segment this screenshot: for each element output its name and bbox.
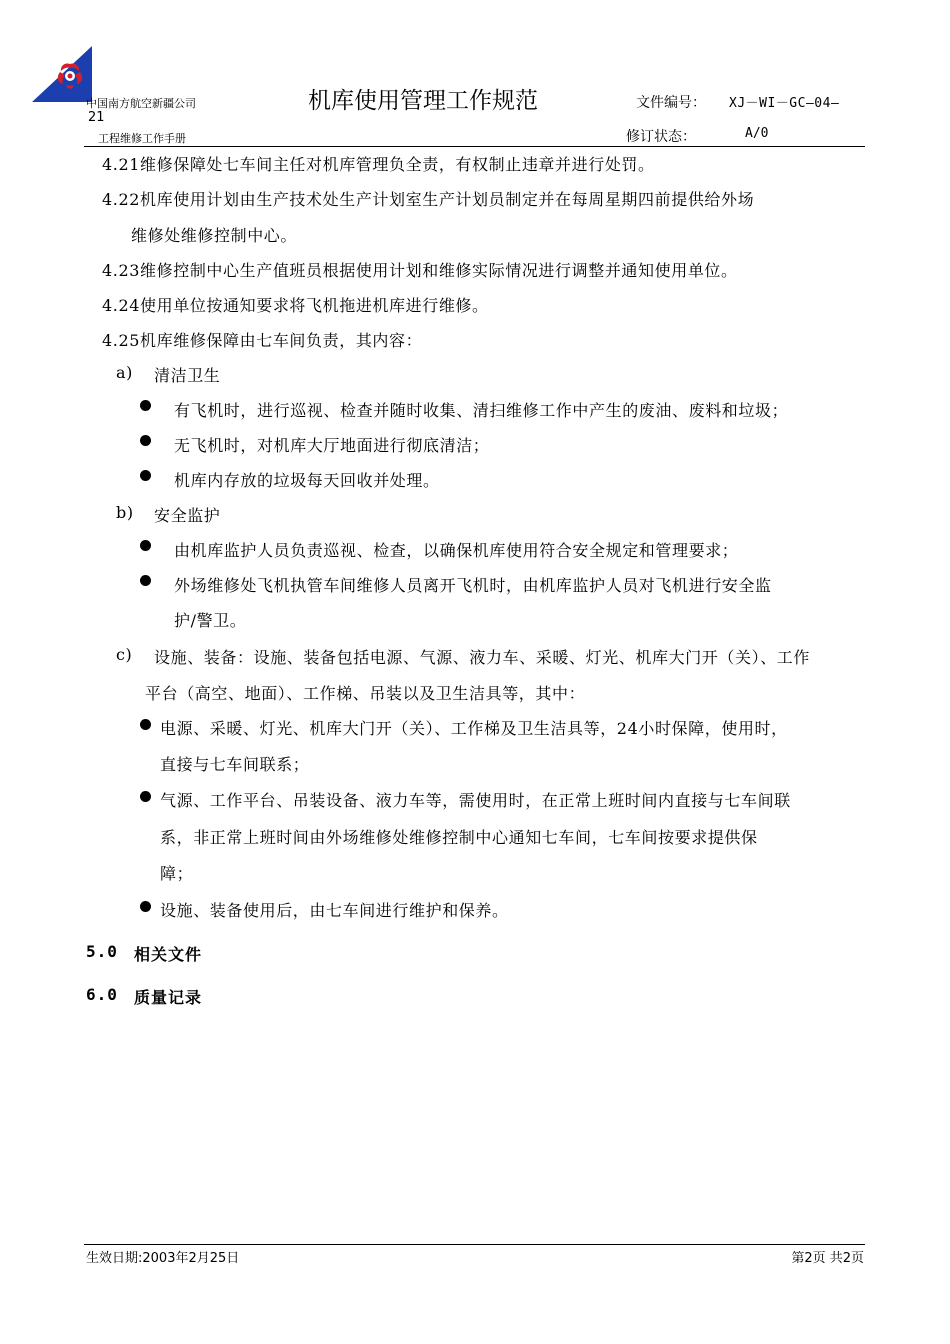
clause-4-21: 4.21维修保障处七车间主任对机库管理负全责，有权制止违章并进行处罚。 [102,155,655,174]
c-bullet-2-line3: 障； [160,864,194,883]
footer-divider [84,1244,865,1245]
item-c-line2: 平台（高空、地面）、工作梯、吊装以及卫生洁具等，其中： [145,684,586,703]
section-6-title: 质量记录 [134,988,203,1007]
b-bullet-2-line2: 护/警卫。 [174,611,247,630]
a-bullet-2: 无飞机时，对机库大厅地面进行彻底清洁； [174,436,490,455]
bullet-icon [140,791,151,802]
c-bullet-3: 设施、装备使用后，由七车间进行维护和保养。 [160,901,509,920]
section-5-title: 相关文件 [134,945,203,964]
bullet-icon [140,435,151,446]
item-c-marker: c) [116,645,133,664]
a-bullet-1: 有飞机时，进行巡视、检查并随时收集、清扫维修工作中产生的废油、废料和垃圾； [174,401,789,420]
bullet-icon [140,719,151,730]
section-5-number: 5.0 [86,942,118,961]
document-title: 机库使用管理工作规范 [308,88,538,114]
revision-value: A/0 [745,126,769,141]
doc-number-label: 文件编号： [636,95,706,111]
bullet-icon [140,470,151,481]
header-divider [84,146,865,147]
manual-name: 工程维修工作手册 [98,132,186,145]
clause-4-22-line1: 4.22机库使用计划由生产技术处生产计划室生产计划员制定并在每周星期四前提供给外场 [102,190,755,209]
clause-4-25: 4.25机库维修保障由七车间负责，其内容： [102,331,423,350]
page-number: 第2页 共2页 [791,1251,864,1266]
item-b-marker: b) [116,503,134,522]
bullet-icon [140,400,151,411]
clause-4-24: 4.24使用单位按通知要求将飞机拖进机库进行维修。 [102,296,489,315]
doc-number-wrap: 21 [88,110,105,125]
item-a-title: 清洁卫生 [154,366,221,385]
c-bullet-2-line2: 系，非正常上班时间由外场维修处维修控制中心通知七车间，七车间按要求提供保 [160,828,758,847]
clause-4-22-line2: 维修处维修控制中心。 [131,226,298,245]
item-b-title: 安全监护 [154,506,221,525]
section-6-number: 6.0 [86,985,118,1004]
b-bullet-2-line1: 外场维修处飞机执管车间维修人员离开飞机时，由机库监护人员对飞机进行安全监 [174,576,772,595]
effective-date: 生效日期:2003年2月25日 [86,1251,240,1266]
doc-number-value: XJ－WI－GC—04— [729,96,840,111]
item-c-line1: 设施、装备：设施、装备包括电源、气源、液力车、采暖、灯光、机库大门开（关）、工作 [154,648,811,667]
b-bullet-1: 由机库监护人员负责巡视、检查，以确保机库使用符合安全规定和管理要求； [174,541,739,560]
company-name: 中国南方航空新疆公司 [86,97,196,110]
clause-4-23: 4.23维修控制中心生产值班员根据使用计划和维修实际情况进行调整并通知使用单位。 [102,261,738,280]
a-bullet-3: 机库内存放的垃圾每天回收并处理。 [174,471,440,490]
c-bullet-1-line2: 直接与七车间联系； [160,755,310,774]
c-bullet-1-line1: 电源、采暖、灯光、机库大门开（关）、工作梯及卫生洁具等，24小时保障，使用时， [160,719,788,738]
c-bullet-2-line1: 气源、工作平台、吊装设备、液力车等，需使用时，在正常上班时间内直接与七车间联 [160,791,791,810]
bullet-icon [140,575,151,586]
bullet-icon [140,901,151,912]
item-a-marker: a) [116,363,133,382]
bullet-icon [140,540,151,551]
revision-label: 修订状态： [626,129,696,145]
